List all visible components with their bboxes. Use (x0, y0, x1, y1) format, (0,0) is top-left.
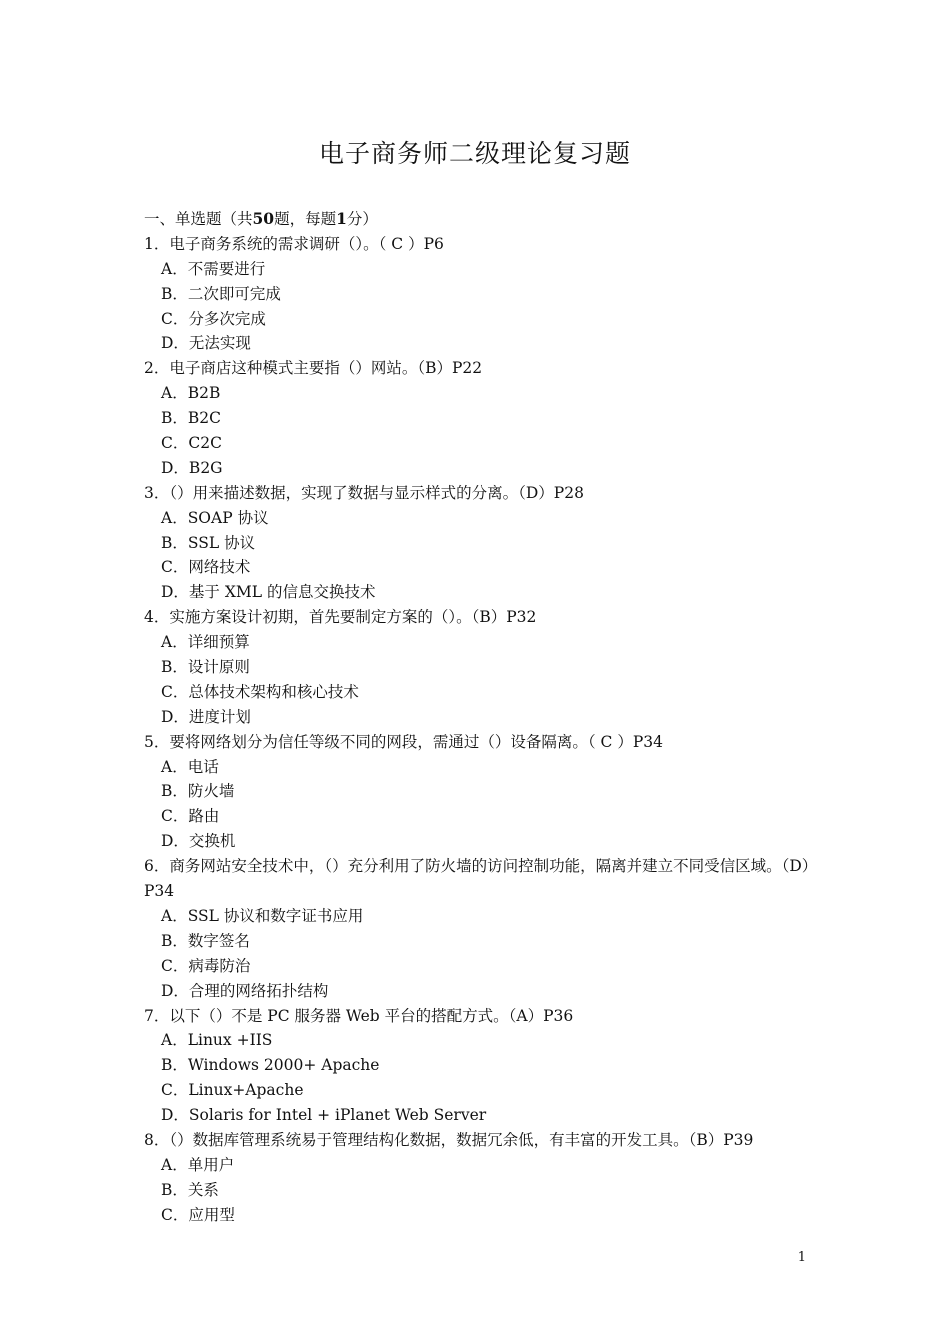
option-7c: C．Linux+Apache (161, 1081, 304, 1100)
option-1c: C．分多次完成 (161, 309, 266, 328)
question-3: 3．（）用来描述数据，实现了数据与显示样式的分离。（D）P28 (144, 483, 584, 502)
option-4b: B．设计原则 (161, 658, 250, 677)
option-6c: C．病毒防治 (161, 956, 251, 975)
section-heading-pre: 一、单选题（共 (144, 210, 253, 228)
option-2a: A．B2B (161, 384, 221, 403)
option-2d: D．B2G (161, 458, 223, 477)
option-2c: C．C2C (161, 434, 222, 453)
option-1a: A．不需要进行 (161, 259, 266, 278)
option-3b: B．SSL 协议 (161, 533, 256, 552)
option-3c: C．网络技术 (161, 558, 251, 577)
option-5a: A．电话 (161, 757, 219, 776)
question-4: 4．实施方案设计初期，首先要制定方案的（）。（B）P32 (144, 608, 537, 627)
section-heading-post: 分） (346, 210, 378, 228)
question-5: 5．要将网络划分为信任等级不同的网段，需通过（）设备隔离。（ C ）P34 (144, 732, 663, 751)
page-number: 1 (797, 1250, 806, 1265)
question-1: 1．电子商务系统的需求调研（）。（ C ）P6 (144, 234, 444, 253)
option-7d: D．Solaris for Intel + iPlanet Web Server (161, 1106, 487, 1125)
option-4a: A．详细预算 (161, 633, 250, 652)
question-8: 8．（）数据库管理系统易于管理结构化数据，数据冗余低，有丰富的开发工具。（B）P39 (144, 1130, 754, 1149)
option-5d: D．交换机 (161, 832, 236, 851)
question-list (144, 207, 824, 1228)
option-6a: A．SSL 协议和数字证书应用 (161, 906, 364, 925)
section-question-count: 50 (252, 209, 275, 228)
option-5b: B．防火墙 (161, 782, 235, 801)
option-7a: A．Linux +IIS (161, 1031, 273, 1050)
option-6d: D．合理的网络拓扑结构 (161, 981, 329, 1000)
option-1b: B．二次即可完成 (161, 284, 281, 303)
option-4c: C．总体技术架构和核心技术 (161, 682, 359, 701)
section-heading-mid: 题，每题 (274, 210, 337, 228)
option-8a: A．单用户 (161, 1155, 235, 1174)
option-8c: C．应用型 (161, 1205, 235, 1224)
option-4d: D．进度计划 (161, 707, 251, 726)
document-title: 电子商务师二级理论复习题 (318, 139, 631, 168)
option-3d: D．基于 XML 的信息交换技术 (161, 583, 376, 602)
section-question-score: 1 (336, 209, 347, 228)
option-6b: B．数字签名 (161, 931, 250, 950)
option-2b: B．B2C (161, 409, 222, 428)
question-6: 6．商务网站安全技术中，（）充分利用了防火墙的访问控制功能，隔离并建立不同受信区域。（D）P34 (144, 857, 818, 901)
option-3a: A．SOAP 协议 (161, 508, 269, 527)
option-7b: B．Windows 2000+ Apache (161, 1056, 380, 1075)
question-7: 7．以下（）不是 PC 服务器 Web 平台的搭配方式。（A）P36 (144, 1006, 574, 1025)
option-5c: C．路由 (161, 807, 220, 826)
question-2: 2．电子商店这种模式主要指（）网站。（B）P22 (144, 359, 483, 378)
option-8b: B．关系 (161, 1180, 219, 1199)
option-1d: D．无法实现 (161, 334, 251, 353)
section-heading (144, 207, 824, 232)
